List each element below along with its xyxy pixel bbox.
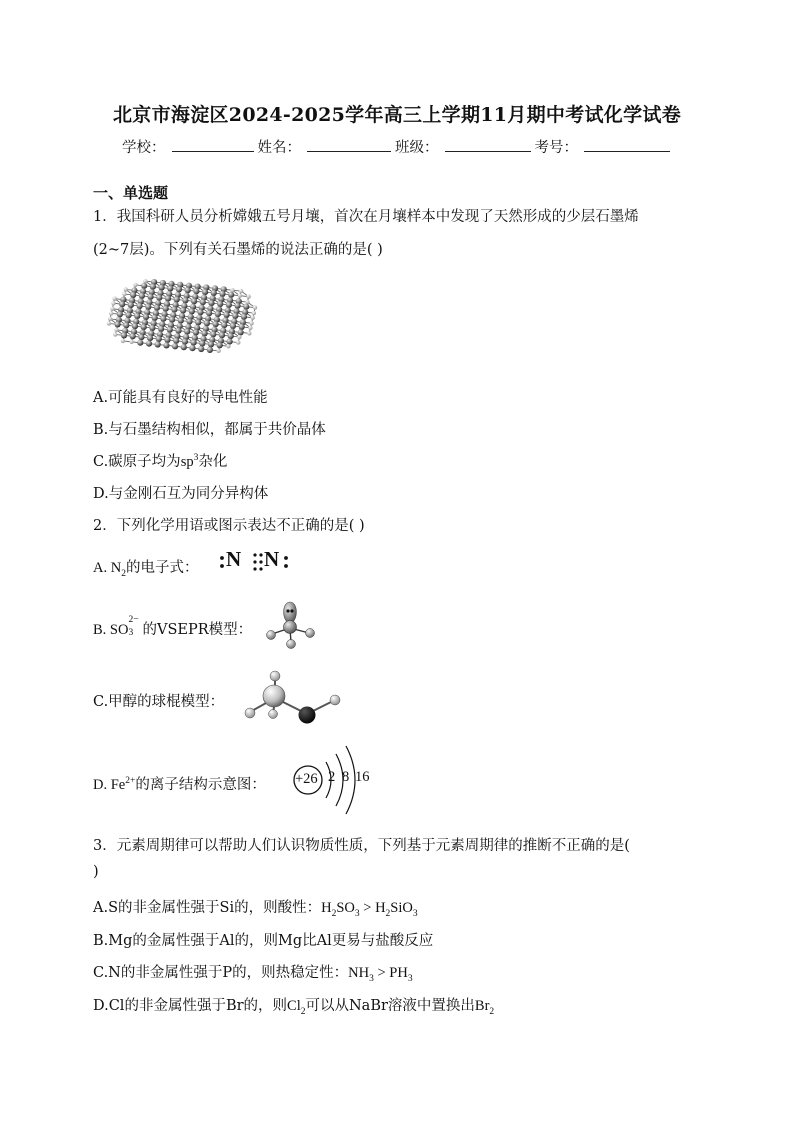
carbon-atom	[198, 346, 204, 352]
hydrogen-atom	[129, 340, 133, 344]
hydrogen-atom	[124, 287, 128, 291]
fe-ion-structure-diagram	[290, 742, 380, 820]
student-info-row	[122, 136, 674, 157]
carbon-atom	[193, 288, 199, 294]
carbon-atom	[156, 295, 162, 301]
carbon-atom	[221, 322, 227, 328]
hydrogen-atom	[253, 305, 257, 309]
q1-option-c-suffix: 杂化	[198, 454, 228, 470]
q2-a-subscript: 2	[121, 568, 126, 579]
carbon-atom	[182, 297, 188, 303]
carbon-atom	[200, 299, 206, 305]
carbon-atom	[130, 292, 136, 298]
exam-number-blank[interactable]	[584, 137, 670, 152]
carbon-atom	[193, 329, 199, 335]
carbon-atom	[226, 302, 232, 308]
carbon-atom	[176, 286, 182, 292]
carbon-atom	[163, 306, 169, 312]
hydrogen-atom	[247, 331, 251, 335]
carbon-atom	[224, 312, 230, 318]
carbon-atom	[117, 311, 123, 317]
carbon-atom	[121, 332, 127, 338]
sp-text: sp	[180, 454, 194, 470]
q2-d-suffix: 的离子结构示意图：	[135, 777, 266, 793]
formula-part: H	[375, 900, 386, 916]
carbon-atom	[137, 340, 143, 346]
hydrogen-atom	[109, 311, 113, 315]
carbon-atom	[189, 345, 195, 351]
name-label: 姓名：	[257, 140, 301, 156]
formula-subscript: 3	[407, 973, 413, 984]
q1-stem-line2: (2~7层)。下列有关石墨烯的说法正确的是( )	[93, 242, 383, 258]
carbon-atom	[119, 301, 125, 307]
q1-option-b[interactable]: B.与石墨结构相似，都属于共价晶体	[93, 422, 326, 438]
formula-subscript: 3	[354, 908, 360, 919]
carbon-atom	[238, 329, 244, 335]
graphene-figure	[96, 266, 268, 366]
carbon-atom	[145, 304, 151, 310]
carbon-atom	[150, 284, 156, 290]
class-label: 班级：	[395, 140, 439, 156]
carbon-atom	[243, 304, 249, 310]
carbon-atom	[219, 332, 225, 338]
q2-stem: 2．下列化学用语或图示表达不正确的是( )	[93, 518, 365, 534]
formula-part: NH	[348, 965, 370, 981]
section-heading: 一、单选题	[93, 184, 169, 202]
q3-a-text: A.S的非金属性强于Si的，则酸性：	[93, 900, 322, 916]
vsepr-model-figure	[262, 598, 322, 650]
carbon-atom	[239, 324, 245, 330]
carbon-atom	[158, 326, 164, 332]
carbon-atom	[181, 344, 187, 350]
q3-option-c[interactable]	[93, 961, 413, 984]
carbon-atom	[172, 343, 178, 349]
hydrogen-atom	[113, 332, 117, 336]
hydrogen-atom	[133, 283, 137, 287]
formula-subscript: 2	[489, 1006, 495, 1017]
carbon-atom	[164, 337, 170, 343]
carbon-atom	[206, 310, 212, 316]
formula-part: Cl	[287, 998, 301, 1014]
carbon-atom	[195, 319, 201, 325]
formula-part: SiO	[390, 900, 413, 916]
lewis-n-right: N	[264, 547, 280, 571]
q2-d-prefix: D. Fe	[93, 777, 126, 793]
carbon-atom	[189, 308, 195, 314]
school-label: 学校：	[122, 140, 166, 156]
hydrogen-atom	[246, 294, 250, 298]
q3-d-text: D.Cl的非金属性强于Br的，则	[93, 998, 288, 1014]
fe-charge: 2+	[125, 776, 136, 787]
nucleus-charge: +26	[295, 771, 318, 787]
formula-part: SO	[336, 900, 355, 916]
q2-option-a[interactable]	[93, 556, 198, 579]
hydrogen-atom	[226, 344, 230, 348]
carbon-atom	[147, 335, 153, 341]
carbon-atom	[165, 296, 171, 302]
q1-option-c[interactable]	[93, 450, 227, 471]
carbon-atom	[167, 327, 173, 333]
carbon-atom	[217, 301, 223, 307]
carbon-atom	[191, 340, 197, 346]
q2-option-c[interactable]: C.甲醇的球棍模型：	[93, 694, 225, 710]
formula-subscript: 3	[369, 973, 374, 984]
carbon-atom	[143, 314, 149, 320]
q3-option-a[interactable]	[93, 896, 418, 919]
q3-d-middle-text: 可以从NaBr溶液中置换出	[305, 998, 475, 1014]
class-blank[interactable]	[445, 137, 531, 152]
carbon-atom	[215, 311, 221, 317]
carbon-atom	[213, 321, 219, 327]
hydrogen-atom	[251, 316, 255, 320]
carbon-atom	[202, 289, 208, 295]
carbon-atom	[138, 334, 144, 340]
carbon-atom	[146, 341, 152, 347]
exam-number-label: 考号：	[534, 140, 578, 156]
hydrogen-atom	[248, 326, 252, 330]
carbon-atom	[175, 328, 181, 334]
q2-option-d[interactable]	[93, 773, 266, 794]
carbon-atom	[154, 305, 160, 311]
hydrogen-atom	[238, 294, 242, 298]
carbon-atom	[115, 321, 121, 327]
carbon-atom	[128, 302, 134, 308]
carbon-atom	[207, 347, 213, 353]
hydrogen-atom	[108, 317, 112, 321]
hydrogen-atom	[216, 349, 220, 353]
greater-than: >	[373, 965, 390, 981]
hydrogen-atom	[252, 311, 256, 315]
formula-part: Br	[474, 998, 490, 1014]
carbon-atom	[210, 331, 216, 337]
carbon-atom	[171, 307, 177, 313]
carbon-atom	[169, 317, 175, 323]
formula-part: H	[321, 900, 332, 916]
carbon-atom	[132, 323, 138, 329]
formula-subscript: 2	[300, 1006, 306, 1017]
q3-option-d[interactable]	[93, 994, 494, 1017]
hydrogen-atom	[113, 297, 117, 301]
q1-option-d[interactable]: D.与金刚石互为同分异构体	[93, 486, 269, 502]
carbon-atom	[141, 324, 147, 330]
carbon-atom	[199, 340, 205, 346]
carbon-atom	[160, 316, 166, 322]
methanol-ball-stick-figure	[238, 667, 348, 729]
carbon-atom	[219, 291, 225, 297]
hydrogen-atom	[107, 321, 111, 325]
carbon-atom	[173, 338, 179, 344]
q3-c-text: C.N的非金属性强于P的，则热稳定性：	[93, 965, 349, 981]
carbon-atom	[123, 322, 129, 328]
q2-b-suffix: 的VSEPR模型：	[142, 622, 253, 638]
shell-2-count: 8	[342, 769, 350, 785]
q1-option-a[interactable]: A.可能具有良好的导电性能	[93, 390, 268, 406]
carbon-atom	[204, 320, 210, 326]
q2-b-prefix: B. SO	[93, 622, 129, 638]
carbon-atom	[185, 287, 191, 293]
q3-stem-line2: )	[93, 864, 99, 880]
lewis-n-left: N	[226, 547, 242, 571]
carbon-atom	[191, 298, 197, 304]
carbon-atom	[149, 325, 155, 331]
q3-stem-line1: 3．元素周期律可以帮助人们认识物质性质，下列基于元素周期律的推断不正确的是(	[93, 838, 630, 854]
so3-subscript: 3	[128, 628, 134, 638]
formula-subscript: 2	[385, 908, 391, 919]
formula-subscript: 3	[412, 908, 418, 919]
q2-a-prefix: A. N	[93, 560, 122, 576]
carbon-atom	[235, 303, 241, 309]
carbon-atom	[227, 339, 233, 345]
carbon-atom	[211, 290, 217, 296]
carbon-atom	[230, 323, 236, 329]
q2-a-suffix: 的电子式：	[125, 560, 199, 576]
carbon-atom	[208, 341, 214, 347]
q1-option-c-text: C.碳原子均为	[93, 454, 181, 470]
page-title: 北京市海淀区2024-2025学年高三上学期11月期中考试化学试卷	[113, 104, 681, 126]
carbon-atom	[163, 342, 169, 348]
carbon-atom	[186, 318, 192, 324]
carbon-atom	[141, 283, 147, 289]
hydrogen-atom	[249, 321, 253, 325]
hydrogen-atom	[122, 292, 126, 296]
name-blank[interactable]	[307, 137, 391, 152]
carbon-atom	[152, 315, 158, 321]
carbon-atom	[180, 307, 186, 313]
q2-option-b[interactable]	[93, 615, 253, 639]
carbon-atom	[167, 285, 173, 291]
carbon-atom	[197, 309, 203, 315]
carbon-atom	[130, 333, 136, 339]
carbon-atom	[228, 292, 234, 298]
carbon-atom	[155, 341, 161, 347]
so3-charge: 2−	[128, 615, 139, 625]
q3-option-b[interactable]: B.Mg的金属性强于Al的，则Mg比Al更易与盐酸反应	[93, 933, 434, 949]
hydrogen-atom	[239, 289, 243, 293]
greater-than: >	[359, 900, 376, 916]
carbon-atom	[202, 330, 208, 336]
carbon-atom	[208, 300, 214, 306]
carbon-atom	[134, 313, 140, 319]
carbon-atom	[126, 312, 132, 318]
carbon-atom	[159, 285, 165, 291]
carbon-atom	[217, 342, 223, 348]
carbon-atom	[241, 314, 247, 320]
hydrogen-atom	[237, 335, 241, 339]
carbon-atom	[156, 336, 162, 342]
carbon-atom	[228, 333, 234, 339]
sp-superscript: 3	[193, 453, 199, 464]
hydrogen-atom	[111, 301, 115, 305]
carbon-atom	[137, 303, 143, 309]
shell-3-count: 16	[355, 769, 370, 785]
n2-lewis-structure	[218, 545, 298, 577]
carbon-atom	[148, 294, 154, 300]
carbon-atom	[178, 318, 184, 324]
shell-1-count: 2	[328, 769, 336, 785]
school-blank[interactable]	[172, 137, 254, 152]
formula-part: PH	[389, 965, 408, 981]
carbon-atom	[184, 329, 190, 335]
carbon-atom	[182, 339, 188, 345]
hydrogen-atom	[121, 339, 125, 343]
q1-stem-line1: 1．我国科研人员分析嫦娥五号月壤，首次在月壤样本中发现了天然形成的少层石墨烯	[93, 209, 639, 225]
hydrogen-atom	[114, 328, 118, 332]
carbon-atom	[139, 293, 145, 299]
hydrogen-atom	[110, 307, 114, 311]
carbon-atom	[232, 313, 238, 319]
formula-subscript: 2	[331, 908, 337, 919]
carbon-atom	[174, 296, 180, 302]
hydrogen-atom	[236, 340, 240, 344]
